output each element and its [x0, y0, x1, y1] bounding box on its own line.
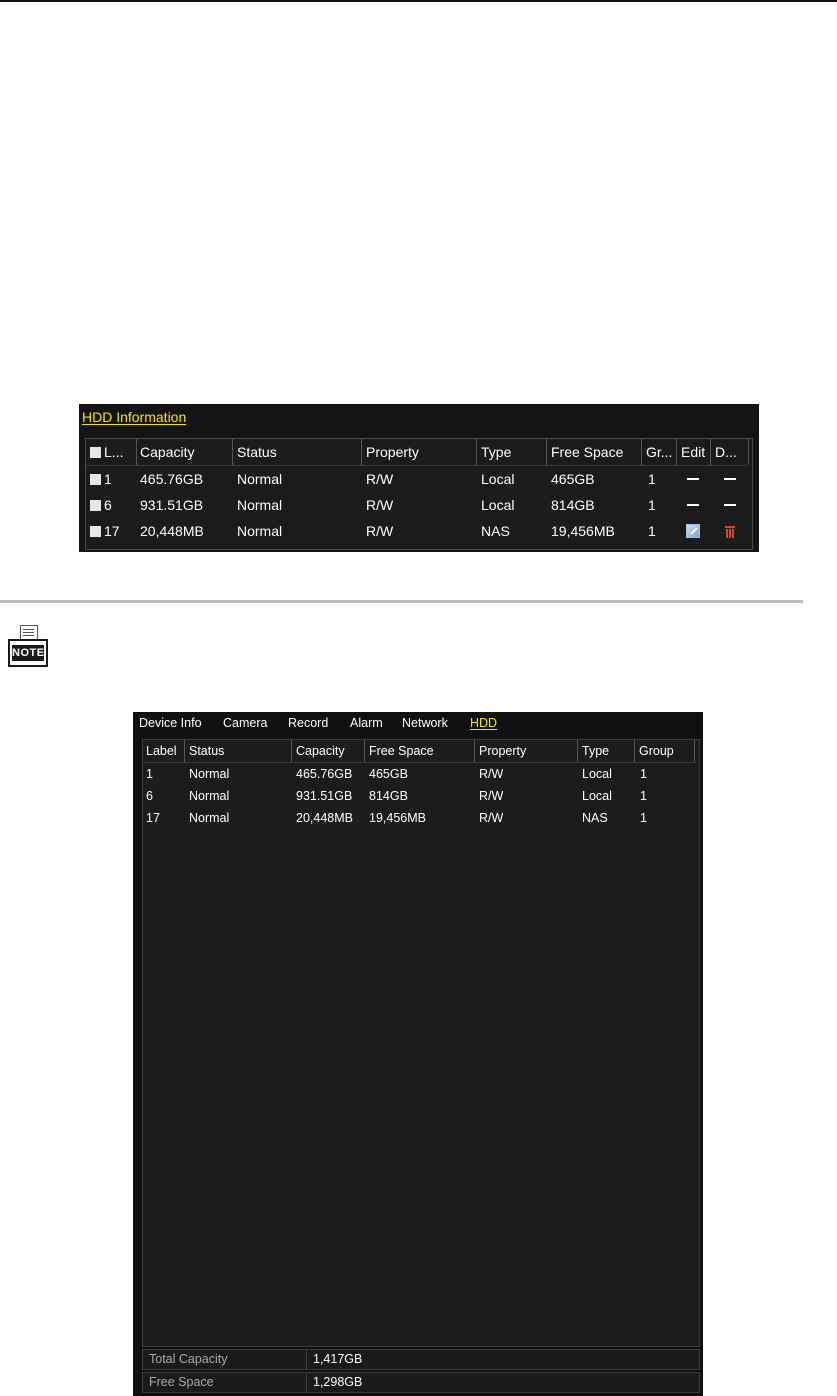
- trash-icon[interactable]: [725, 518, 735, 544]
- table-row[interactable]: [143, 763, 696, 785]
- select-all-checkbox[interactable]: [90, 447, 101, 458]
- row-checkbox[interactable]: [90, 500, 101, 511]
- row-capacity: 931.51GB: [140, 497, 204, 513]
- row-capacity: 931.51GB: [296, 789, 353, 803]
- tab-device-info[interactable]: Device Info: [139, 716, 202, 730]
- row-type: NAS: [582, 811, 608, 825]
- header-type[interactable]: Type: [578, 740, 635, 762]
- dash-icon: [724, 492, 736, 518]
- row-property: R/W: [366, 497, 394, 513]
- row-free-space: 19,456MB: [551, 523, 615, 539]
- row-type: Local: [481, 497, 515, 513]
- row-status: Normal: [237, 497, 283, 513]
- total-capacity-row: [142, 1349, 700, 1370]
- note-icon: [8, 625, 50, 669]
- table-row[interactable]: [86, 466, 746, 492]
- total-capacity-value: 1,417GB: [313, 1352, 363, 1366]
- row-group: 1: [648, 497, 656, 513]
- row-property: R/W: [366, 523, 394, 539]
- header-status[interactable]: Status: [185, 740, 292, 762]
- row-checkbox[interactable]: [90, 474, 101, 485]
- row-type: Local: [582, 767, 612, 781]
- row-status: Normal: [189, 811, 230, 825]
- row-group: 1: [648, 471, 656, 487]
- row-capacity: 20,448MB: [140, 523, 204, 539]
- row-label: 6: [146, 789, 153, 803]
- total-capacity-label: Total Capacity: [149, 1352, 228, 1366]
- row-type: Local: [582, 789, 612, 803]
- page-top-rule: [0, 0, 837, 2]
- header-free-space[interactable]: Free Space: [365, 740, 475, 762]
- row-label: 17: [86, 518, 136, 544]
- row-type: Local: [481, 471, 515, 487]
- row-capacity: 465.76GB: [140, 471, 204, 487]
- header-property[interactable]: Property: [475, 740, 578, 762]
- tab-bar: [133, 712, 703, 734]
- hdd-table-header: [86, 439, 746, 466]
- row-label: 1: [86, 466, 136, 492]
- row-property: R/W: [479, 767, 504, 781]
- row-status: Normal: [237, 471, 283, 487]
- note-badge: NOTE: [8, 639, 48, 667]
- header-label[interactable]: L...: [86, 439, 137, 465]
- free-space-row: [142, 1372, 700, 1393]
- row-status: Normal: [237, 523, 283, 539]
- row-label: 6: [86, 492, 136, 518]
- header-delete[interactable]: D...: [711, 439, 749, 465]
- header-type[interactable]: Type: [477, 439, 547, 465]
- tab-camera[interactable]: Camera: [223, 716, 268, 730]
- device-info-window: [133, 712, 703, 1396]
- tab-record[interactable]: Record: [288, 716, 329, 730]
- row-capacity: 465.76GB: [296, 767, 353, 781]
- hdd-information-panel: [79, 404, 759, 552]
- row-capacity: 20,448MB: [296, 811, 353, 825]
- edit-icon[interactable]: [686, 518, 700, 544]
- tab-alarm[interactable]: Alarm: [350, 716, 383, 730]
- hdd-table: [85, 438, 753, 550]
- header-group[interactable]: Group: [635, 740, 695, 762]
- dash-icon: [724, 466, 736, 492]
- row-property: R/W: [366, 471, 394, 487]
- header-edit[interactable]: Edit: [677, 439, 711, 465]
- hdd-list-table: [142, 739, 700, 1347]
- row-property: R/W: [479, 789, 504, 803]
- row-label: 17: [146, 811, 160, 825]
- row-property: R/W: [479, 811, 504, 825]
- row-free-space: 19,456MB: [369, 811, 426, 825]
- row-group: 1: [640, 811, 647, 825]
- header-label[interactable]: Label: [143, 740, 185, 762]
- hdd-list-header: [143, 740, 696, 763]
- row-free-space: 465GB: [551, 471, 595, 487]
- row-free-space: 814GB: [551, 497, 595, 513]
- row-status: Normal: [189, 789, 230, 803]
- header-capacity[interactable]: Capacity: [292, 740, 365, 762]
- header-capacity[interactable]: Capacity: [136, 439, 233, 465]
- row-type: NAS: [481, 523, 510, 539]
- row-label: 1: [146, 767, 153, 781]
- dash-icon: [687, 492, 699, 518]
- row-status: Normal: [189, 767, 230, 781]
- tab-hdd[interactable]: HDD: [470, 716, 498, 730]
- table-row[interactable]: [86, 518, 746, 544]
- header-property[interactable]: Property: [362, 439, 477, 465]
- header-status[interactable]: Status: [233, 439, 362, 465]
- free-space-value: 1,298GB: [313, 1375, 363, 1389]
- table-row[interactable]: [143, 807, 696, 829]
- free-space-label: Free Space: [149, 1375, 214, 1389]
- row-group: 1: [640, 767, 647, 781]
- summary-divider: [306, 1350, 307, 1369]
- hdd-information-title[interactable]: HDD Information: [82, 409, 187, 425]
- row-free-space: 814GB: [369, 789, 408, 803]
- table-row[interactable]: [143, 785, 696, 807]
- table-row[interactable]: [86, 492, 746, 518]
- header-free-space[interactable]: Free Space: [547, 439, 642, 465]
- dash-icon: [687, 466, 699, 492]
- row-group: 1: [648, 523, 656, 539]
- row-checkbox[interactable]: [90, 526, 101, 537]
- header-group[interactable]: Gr...: [642, 439, 677, 465]
- summary-divider: [306, 1373, 307, 1392]
- tab-network[interactable]: Network: [402, 716, 448, 730]
- section-separator: [0, 600, 803, 603]
- row-free-space: 465GB: [369, 767, 408, 781]
- row-group: 1: [640, 789, 647, 803]
